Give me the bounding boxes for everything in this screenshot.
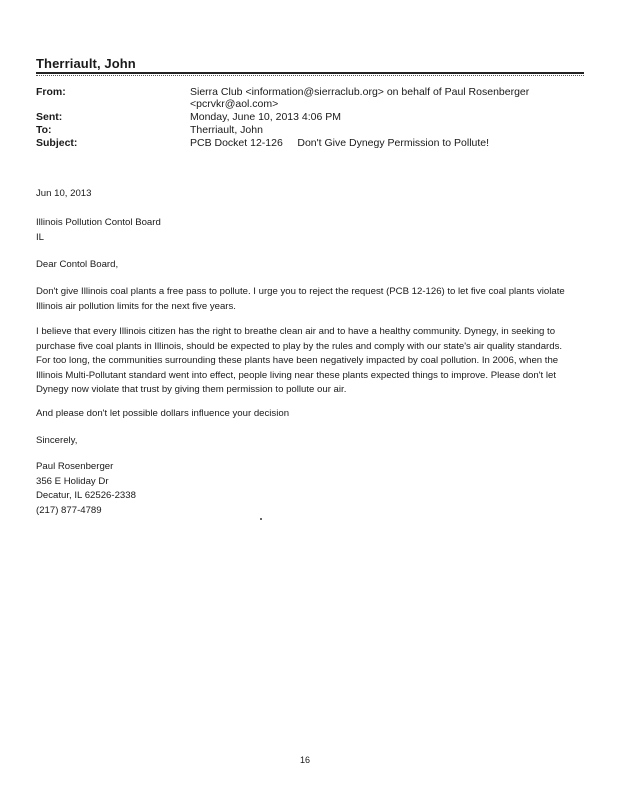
page-number: 16 (300, 755, 311, 765)
signature-street: 356 E Holiday Dr (36, 475, 109, 487)
mailbox-owner-name: Therriault, John (36, 56, 136, 71)
signature-block (36, 460, 576, 518)
to-value: Therriault, John (190, 124, 263, 136)
header-rule-dotted (36, 75, 584, 76)
scan-speck (260, 518, 262, 520)
signature-phone: (217) 877-4789 (36, 504, 102, 516)
recipient-block (36, 216, 576, 245)
recipient-name: Illinois Pollution Contol Board (36, 217, 161, 228)
subject-value: PCB Docket 12-126 Don't Give Dynegy Permission to Pollute! (190, 137, 490, 149)
from-value: Sierra Club <information@sierraclub.org> on behalf of Paul Rosenberger (190, 86, 530, 98)
signature-name: Paul Rosenberger (36, 461, 114, 472)
closing: Sincerely, (36, 435, 78, 446)
from-value-email: <pcrvkr@aol.com> (190, 98, 279, 110)
paragraph-2: I believe that every Illinois citizen has the right to breathe clean air and to have a healthy community. Dynegy, in seeking to purchase five coal plants in Illinois, should be expected to play by the rules and comply with our state's air quality standards. For too long, the communities surrounding these plants have been negatively impacted by coal pollution. In 2006, when the Illinois Multi-Pollutant standard went into effect, people living near these plants expected things to improve. Please don't let Dynegy now violate that trust by giving them permission to pollute our air. (36, 326, 563, 395)
subject-label: Subject: (36, 137, 78, 149)
email-date: Jun 10, 2013 (36, 188, 92, 199)
salutation: Dear Contol Board, (36, 259, 119, 270)
sent-value: Monday, June 10, 2013 4:06 PM (190, 111, 341, 123)
to-label: To: (36, 124, 52, 136)
signature-city: Decatur, IL 62526-2338 (36, 490, 136, 501)
paragraph-1: Don't give Illinois coal plants a free pass to pollute. I urge you to reject the request (PCB 12-126) to let five coal plants violate Illinois air pollution limits for the next five years. (36, 286, 565, 312)
header-rule (36, 72, 584, 74)
recipient-state: IL (36, 231, 45, 243)
sent-label: Sent: (36, 111, 63, 123)
from-label: From: (36, 86, 66, 98)
paragraph-3: And please don't let possible dollars influence your decision (36, 408, 290, 419)
